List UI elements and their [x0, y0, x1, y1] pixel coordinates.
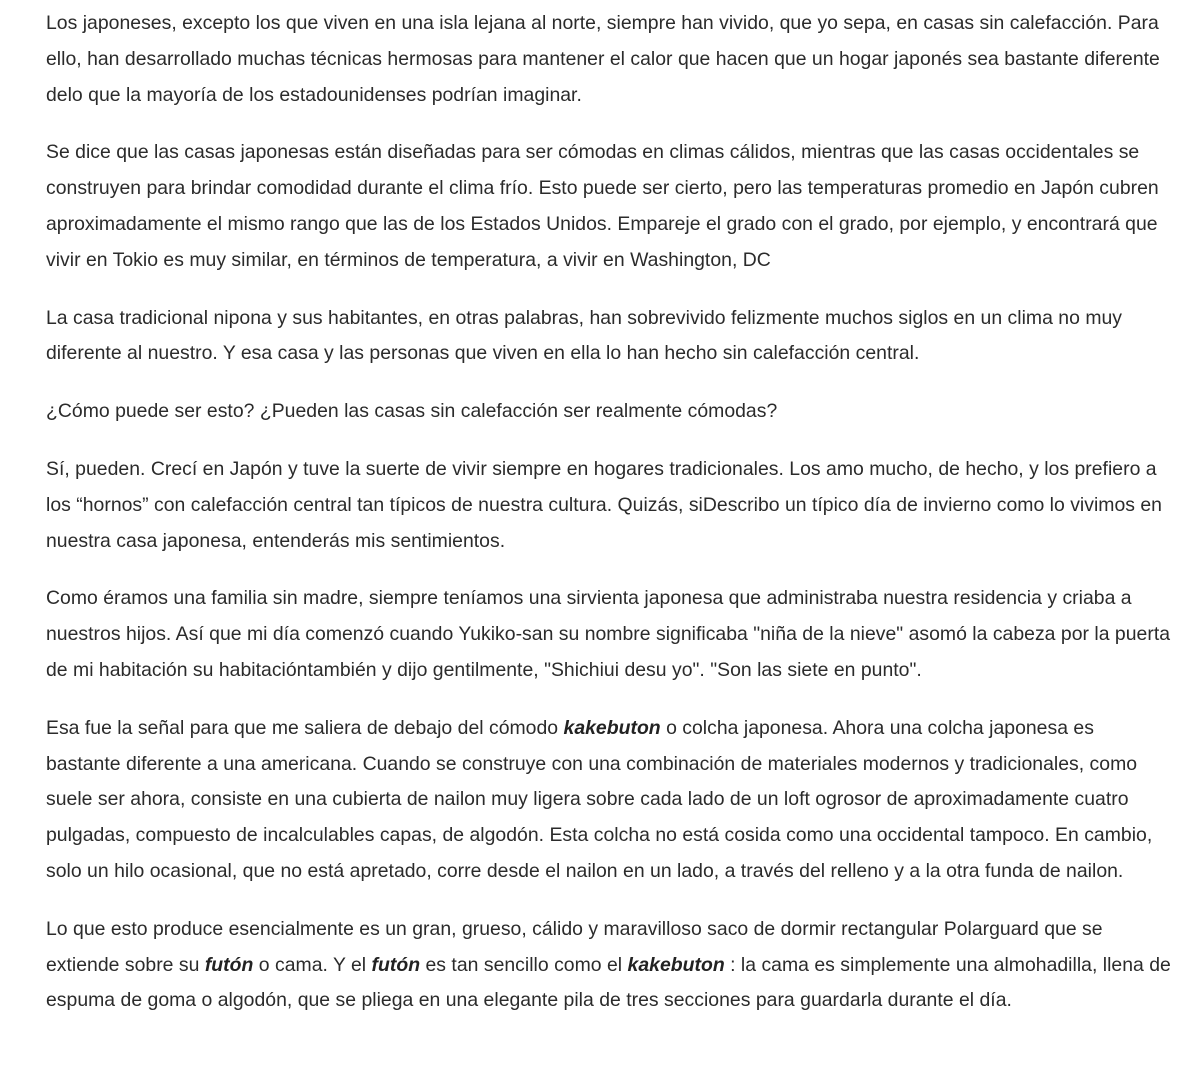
paragraph-7-text-2: o colcha japonesa. Ahora una colcha japonesa es bastante diferente a una americana. Cuando se construye con una combinación de materiales modernos y tradicionales, como suele ser ahora, consiste en una cubierta de nailon muy ligera sobre cada lado de un loft ogrosor de aproximadamente cuatro pulgadas, compuesto de incalculables capas, de algodón. Esta colcha no está cosida como una occidental tampoco. En cambio, solo un hilo ocasional, que no está apretado, corre desde el nailon en un lado, a través del relleno y a la otra funda de nailon.: [46, 716, 1153, 882]
paragraph-4: ¿Cómo puede ser esto? ¿Pueden las casas sin calefacción ser realmente cómodas?: [46, 400, 778, 423]
paragraph-8: [46, 912, 1172, 1019]
paragraph-7-text-1: Esa fue la señal para que me saliera de debajo del cómodo: [46, 716, 564, 739]
paragraph-7: [46, 711, 1172, 890]
paragraph-8-text-1: Lo que esto produce esencialmente es un gran, grueso, cálido y maravilloso saco de dormir rectangular Polarguard que se extiende sobre su: [46, 917, 1103, 976]
paragraph-3: La casa tradicional nipona y sus habitantes, en otras palabras, han sobrevivido felizmente muchos siglos en un clima no muy diferente al nuestro. Y esa casa y las personas que viven en ella lo han hecho sin calefacción central.: [46, 306, 1123, 365]
paragraph-1: Los japoneses, excepto los que viven en una isla lejana al norte, siempre han vivido, que yo sepa, en casas sin calefacción. Para ello, han desarrollado muchas técnicas hermosas para mantener el calor que hacen que un hogar japonés sea bastante diferente delo que la mayoría de los estadounidenses podrían imaginar.: [46, 12, 1160, 106]
term-kakebuton: kakebuton: [563, 716, 661, 739]
paragraph-5: Sí, pueden. Crecí en Japón y tuve la suerte de vivir siempre en hogares tradicionales. Los amo mucho, de hecho, y los prefiero a los “hornos” con calefacción central tan típicos de nuestra cultura. Quizás, siDescribo un típico día de invierno como lo vivimos en nuestra casa japonesa, entenderás mis sentimientos.: [46, 457, 1162, 552]
term-futon-2: futón: [371, 953, 421, 976]
paragraph-6: Como éramos una familia sin madre, siempre teníamos una sirvienta japonesa que administraba nuestra residencia y criaba a nuestros hijos. Así que mi día comenzó cuando Yukiko-san su nombre significaba "niña de la nieve" asomó la cabeza por la puerta de mi habitación su habitacióntambién y dijo gentilmente, "Shichiui desu yo". "Son las siete en punto".: [46, 587, 1171, 681]
paragraph-2: Se dice que las casas japonesas están diseñadas para ser cómodas en climas cálidos, mientras que las casas occidentales se construyen para brindar comodidad durante el clima frío. Esto puede ser cierto, pero las temperaturas promedio en Japón cubren aproximadamente el mismo rango que las de los Estados Unidos. Empareje el grado con el grado, por ejemplo, y encontrará que vivir en Tokio es muy similar, en términos de temperatura, a vivir en Washington, DC: [46, 141, 1159, 271]
paragraph-8-text-4: : la cama es simplemente una almohadilla, llena de espuma de goma o algodón, que se pliega en una elegante pila de tres secciones para guardarla durante el día.: [46, 953, 1171, 1012]
term-futon: futón: [204, 953, 254, 976]
paragraph-8-text-3: es tan sencillo como el: [420, 953, 628, 976]
term-kakebuton-2: kakebuton: [627, 953, 725, 976]
paragraph-8-text-2: o cama. Y el: [253, 953, 372, 976]
